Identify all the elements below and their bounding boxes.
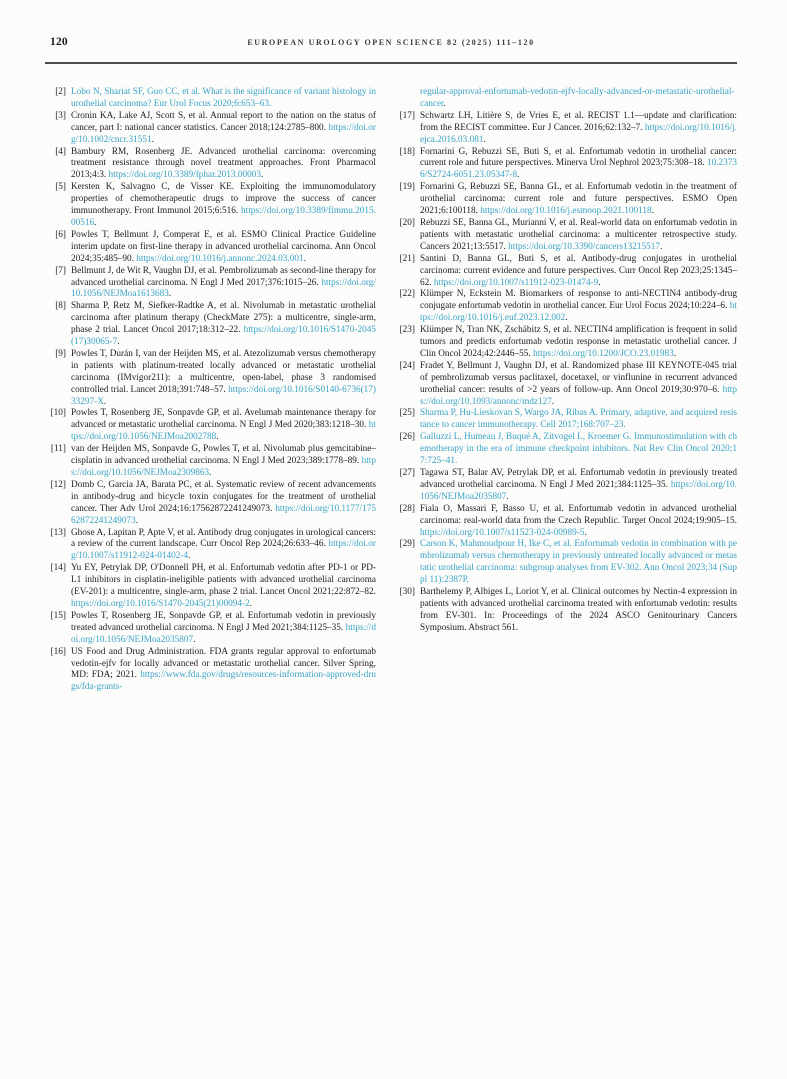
citation-text: Tagawa ST, Balar AV, Petrylak DP, et al. Enfortumab vedotin in previously treated advanced urothelial carcinoma. N Engl J Med 2021;384:1125–35. bbox=[420, 468, 737, 490]
doi-link[interactable]: https://doi.org/10.1016/j.annonc.2024.03.001 bbox=[136, 253, 304, 264]
reference-number: [20] bbox=[399, 217, 415, 228]
citation-text: Sharma P, Retz M, Siefker-Radtke A, et al. Nivolumab in metastatic urothelial carcinoma after platinum therapy (CheckMate 275): a multicentre, single-arm, phase 2 trial. Lancet Oncol 2017;18:312–22. bbox=[71, 301, 376, 336]
reference-item bbox=[45, 444, 376, 480]
citation-text: . bbox=[249, 598, 252, 609]
citation-text: Ghose A, Lapitan P, Apte V, et al. Antibody drug conjugates in urological cancers: a review of the current landscape. Curr Oncol Rep 2024;26:633–46. bbox=[71, 527, 376, 550]
doi-link[interactable]: https://doi.org/10.1016/j.esmoop.2021.100118 bbox=[480, 206, 652, 217]
reference-text bbox=[71, 528, 376, 564]
citation-text: . bbox=[660, 241, 663, 252]
reference-number: [22] bbox=[399, 289, 415, 300]
page-number: 120 bbox=[50, 36, 68, 48]
reference-number: [2] bbox=[55, 87, 66, 97]
doi-link[interactable]: https://doi.org/10.1200/JCO.23.01983 bbox=[533, 348, 674, 359]
reference-number: [5] bbox=[55, 182, 66, 193]
reference-text bbox=[420, 111, 737, 147]
citation-text: Klümper N, Eckstein M. Biomarkers of response to anti-NECTIN4 antibody-drug conjugate enfortumab vedotin in urothelial cancer. Eur Urol Focus 2024;10:224–6. bbox=[420, 289, 737, 312]
references-left-column bbox=[45, 87, 376, 694]
citation-text: Powles T, Rosenberg JE, Sonpavde GP, et al. Enfortumab vedotin in previously treated advanced urothelial carcinoma. N Engl J Med 2021;384:1125–35. bbox=[71, 610, 376, 633]
reference-number: [6] bbox=[55, 229, 66, 240]
citation-text: Powles T, Rosenberg JE, Sonpavde GP, et al. Avelumab maintenance therapy for advanced or metastatic urothelial carcinoma. N Engl J Med 2020;383:1218–30. bbox=[71, 408, 376, 431]
reference-number: [17] bbox=[399, 110, 415, 121]
citation-text: . bbox=[103, 396, 107, 407]
reference-item bbox=[394, 289, 737, 325]
reference-number: [25] bbox=[399, 408, 415, 419]
doi-link[interactable]: Galluzzi L, Humeau J, Buqué A, Zitvogel L, Kroemer G. Immunostimulation with chemotherapy in the era of immune checkpoint inhibitors. Nat Rev Clin Oncol 2020;17:725–41. bbox=[420, 432, 737, 467]
doi-link[interactable]: https://doi.org/10.3389/fphar.2013.00003 bbox=[108, 170, 261, 181]
doi-link[interactable]: https://doi.org/10.1002/cncr.31551 bbox=[71, 122, 376, 145]
reference-text bbox=[71, 480, 376, 528]
reference-number: [28] bbox=[399, 503, 415, 514]
reference-item bbox=[45, 611, 376, 647]
header-rule bbox=[45, 62, 737, 64]
reference-item bbox=[394, 587, 737, 635]
doi-link[interactable]: https://doi.org/10.1016/j.euf.2023.12.002 bbox=[420, 301, 737, 324]
citation-text: . bbox=[565, 313, 568, 324]
page-header bbox=[45, 34, 737, 52]
reference-item bbox=[45, 301, 376, 349]
citation-text: . bbox=[517, 170, 520, 181]
reference-number: [13] bbox=[50, 527, 66, 538]
reference-item bbox=[394, 182, 737, 218]
citation-text: Santini D, Banna GL, Buti S, et al. Antibody-drug conjugates in urothelial carcinoma: current evidence and future perspectives. Curr Oncol Rep 2023;25:1345–62. bbox=[420, 253, 737, 288]
citation-text: . bbox=[443, 98, 446, 109]
citation-text: Barthelemy P, Albiges L, Loriot Y, et al. Clinical outcomes by Nectin-4 expression in patients with advanced urothelial carcinoma treated with enfortumab vedotin: results from EV-301. In: Proceedings of the 2024 ASCO Genitourinary Cancers Symposium. Abstract 561. bbox=[420, 587, 737, 633]
reference-text bbox=[420, 289, 737, 325]
reference-text bbox=[420, 504, 737, 540]
citation-text: Kersten K, Salvagno C, de Visser KE. Exploiting the immunomodulatory properties of chemotherapeutic drugs to improve the success of cancer immunotherapy. Front Immunol 2015;6:516. bbox=[71, 182, 376, 217]
reference-number: [27] bbox=[399, 468, 415, 478]
reference-text bbox=[420, 87, 737, 111]
reference-text bbox=[420, 539, 737, 587]
reference-item bbox=[45, 111, 376, 147]
reference-text bbox=[420, 468, 737, 504]
citation-text: Powles T, Bellmunt J, Comperat E, et al. ESMO Clinical Practice Guideline interim update on first-line therapy in advanced urothelial carcinoma. Ann Oncol 2024;35:485–90. bbox=[71, 229, 376, 264]
reference-item bbox=[45, 230, 376, 266]
citation-text: Domb C, Garcia JA, Barata PC, et al. Systematic review of recent advancements in antibody-drug and bicycle toxin conjugates for the treatment of urothelial cancer. Ther Adv Urol 2024;16:17562872241249073. bbox=[71, 479, 376, 514]
citation-text: Rebuzzi SE, Banna GL, Murianni V, et al. Real-world data on enfortumab vedotin in patients with metastatic urothelial carcinoma: a multicenter retrospective study. Cancers 2021;13:5517. bbox=[420, 217, 737, 252]
citation-text: . bbox=[209, 468, 212, 478]
reference-item bbox=[45, 647, 376, 695]
citation-text: . bbox=[193, 634, 196, 645]
citation-text: . bbox=[584, 527, 587, 538]
doi-link[interactable]: https://www.fda.gov/drugs/resources-information-approved-drugs/fda-grants- bbox=[71, 670, 376, 693]
doi-link[interactable]: https://doi.org/10.1016/S1470-2045(17)30065-7 bbox=[71, 325, 376, 348]
citation-text: Fornarini G, Rebuzzi SE, Buti S, et al. Enfortumab vedotin in urothelial cancer: current role and future perspectives. Minerva Urol Nephrol 2023;75:308–18. bbox=[420, 146, 737, 169]
reference-number: [29] bbox=[399, 539, 415, 550]
citation-text: Cronin KA, Lake AJ, Scott S, et al. Annual report to the nation on the status of cancer, part I: national cancer statistics. Cancer 2018;124:2785–800. bbox=[71, 110, 376, 133]
citation-text: van der Heijden MS, Sonpavde G, Powles T, et al. Nivolumab plus gemcitabine–cisplatin in advanced urothelial carcinoma. N Engl J Med 2023;389:1778–89. bbox=[71, 444, 376, 467]
reference-item bbox=[45, 480, 376, 528]
reference-text bbox=[71, 87, 376, 111]
citation-text: . bbox=[168, 289, 172, 300]
citation-text: . bbox=[483, 134, 486, 145]
reference-item bbox=[45, 528, 376, 564]
reference-list bbox=[45, 87, 737, 694]
reference-item bbox=[45, 147, 376, 183]
doi-link[interactable]: https://doi.org/10.1056/NEJMoa2309863 bbox=[71, 456, 376, 478]
reference-number: [8] bbox=[55, 301, 66, 312]
doi-link[interactable]: https://doi.org/10.1016/j.ejca.2016.03.081 bbox=[420, 122, 737, 145]
reference-number: [24] bbox=[399, 360, 415, 371]
reference-text bbox=[71, 647, 376, 695]
reference-text bbox=[71, 563, 376, 611]
reference-item bbox=[394, 468, 737, 504]
reference-item bbox=[394, 254, 737, 290]
reference-text bbox=[71, 266, 376, 302]
doi-link[interactable]: https://doi.org/10.1056/NEJMoa2035807 bbox=[420, 479, 737, 502]
reference-number: [4] bbox=[55, 146, 66, 157]
reference-text bbox=[420, 218, 737, 254]
citation-text: . bbox=[303, 253, 306, 264]
reference-text bbox=[71, 182, 376, 230]
reference-item bbox=[394, 111, 737, 147]
reference-item bbox=[45, 563, 376, 611]
reference-item bbox=[394, 432, 737, 468]
reference-number: [14] bbox=[50, 563, 66, 574]
citation-text: Yu EY, Petrylak DP, O'Donnell PH, et al. Enfortumab vedotin after PD-1 or PD-L1 inhibitors in cisplatin-ineligible patients with advanced urothelial carcinoma (EV-201): a multicentre, single-arm, phase 2 trial. Lancet Oncol 2021;22:872–82. bbox=[71, 563, 376, 598]
citation-text: . bbox=[506, 491, 509, 502]
reference-number: [3] bbox=[55, 110, 66, 121]
reference-text bbox=[71, 111, 376, 147]
reference-number: [9] bbox=[55, 348, 66, 359]
reference-text bbox=[420, 147, 737, 183]
reference-text bbox=[71, 147, 376, 183]
reference-item bbox=[394, 361, 737, 409]
reference-text bbox=[420, 432, 737, 468]
doi-link[interactable]: https://doi.org/10.1007/s11523-024-00989-5 bbox=[420, 527, 585, 538]
doi-link[interactable]: https://doi.org/10.3390/cancers13215517 bbox=[508, 241, 661, 252]
reference-number: [7] bbox=[55, 265, 66, 276]
reference-text bbox=[420, 361, 737, 409]
citation-text: . bbox=[651, 206, 654, 217]
citation-text: Bambury RM, Rosenberg JE. Advanced urothelial carcinoma: overcoming treatment resistance through novel treatment approaches. Front Pharmacol 2013;4:3. bbox=[71, 146, 376, 181]
citation-text: . bbox=[94, 217, 97, 228]
reference-text bbox=[71, 230, 376, 266]
doi-link[interactable]: https://doi.org/10.1016/S0140-6736(17)33297-X bbox=[71, 384, 376, 407]
doi-link[interactable]: 10.23736/S2724-6051.23.05347-8 bbox=[420, 158, 737, 181]
doi-link[interactable]: https://doi.org/10.3389/fimmu.2015.00516 bbox=[71, 206, 376, 228]
citation-text: . bbox=[151, 134, 154, 145]
citation-text: US Food and Drug Administration. FDA grants regular approval to enfortumab vedotin-ejfv for locally advanced or metastatic urothelial cancer. Silver Spring, MD: FDA; 2021. bbox=[71, 646, 376, 681]
reference-item bbox=[394, 325, 737, 361]
citation-text: Powles T, Durán I, van der Heijden MS, et al. Atezolizumab versus chemotherapy in patients with platinum-treated locally advanced or metastatic urothelial carcinoma (IMvigor211): a multicentre, open-label, phase 3 randomised controlled trial. Lancet 2018;391:748–57. bbox=[71, 348, 376, 395]
reference-text bbox=[420, 587, 737, 635]
reference-number: [30] bbox=[399, 587, 415, 598]
reference-number: [10] bbox=[50, 408, 66, 419]
doi-link[interactable]: https://doi.org/10.1016/S1470-2045(21)00094-2 bbox=[71, 598, 250, 609]
reference-text bbox=[420, 408, 737, 432]
reference-text bbox=[71, 349, 376, 409]
reference-item bbox=[45, 266, 376, 302]
citation-text: Bellmunt J, de Wit R, Vaughn DJ, et al. Pembrolizumab as second-line therapy for advanced urothelial carcinoma. N Engl J Med 2017;376:1015–26. bbox=[71, 265, 376, 288]
reference-number: [12] bbox=[50, 479, 66, 490]
citation-text: . bbox=[673, 348, 677, 359]
reference-number: [21] bbox=[399, 253, 415, 264]
reference-text bbox=[71, 301, 376, 349]
citation-text: . bbox=[188, 551, 191, 562]
citation-text: Fradet Y, Bellmunt J, Vaughn DJ, et al. Randomized phase III KEYNOTE-045 trial of pembrolizumab versus paclitaxel, docetaxel, or vinflunine in recurrent advanced urothelial cancer: results of >2 years of follow-up. Ann Oncol 2019;30:970–6. bbox=[420, 360, 737, 395]
reference-text bbox=[71, 408, 376, 444]
citation-text: Fornarini G, Rebuzzi SE, Banna GL, et al. Enfortumab vedotin in the treatment of urothelial carcinoma: current role and future perspectives. ESMO Open 2021;6:100118. bbox=[420, 182, 737, 217]
reference-text bbox=[420, 325, 737, 361]
reference-item bbox=[394, 539, 737, 587]
reference-number: [16] bbox=[50, 646, 66, 657]
reference-number bbox=[394, 87, 420, 111]
reference-text bbox=[420, 182, 737, 218]
reference-text bbox=[71, 444, 376, 480]
doi-link[interactable]: regular-approval-enfortumab-vedotin-ejfv-locally-advanced-or-metastatic-urothelial-cancer bbox=[420, 87, 735, 109]
journal-header-title: EUROPEAN UROLOGY OPEN SCIENCE 82 (2025) 111–120 bbox=[247, 38, 535, 47]
reference-number: [19] bbox=[399, 182, 415, 193]
reference-number: [26] bbox=[399, 432, 415, 443]
citation-text: Klümper N, Tran NK, Zschäbitz S, et al. NECTIN4 amplification is frequent in solid tumors and predicts enfortumab vedotin response in metastatic urothelial cancer. J Clin Oncol 2024;42:2446–55. bbox=[420, 325, 737, 359]
reference-number: [11] bbox=[50, 444, 66, 455]
reference-item bbox=[394, 147, 737, 183]
reference-item bbox=[394, 218, 737, 254]
citation-text: . bbox=[260, 170, 264, 181]
reference-number: [23] bbox=[399, 325, 415, 336]
doi-link[interactable]: https://doi.org/10.1056/NEJMoa2002788 bbox=[71, 420, 376, 443]
doi-link[interactable]: https://doi.org/10.1056/NEJMoa2035807 bbox=[71, 622, 376, 645]
reference-item bbox=[45, 87, 376, 111]
reference-text bbox=[420, 254, 737, 290]
reference-number: [15] bbox=[50, 610, 66, 621]
reference-number: [18] bbox=[399, 146, 415, 157]
reference-item bbox=[45, 349, 376, 409]
doi-link[interactable]: Lobo N, Shariat SF, Guo CC, et al. What is the significance of variant histology in urothelial carcinoma? Eur Urol Focus 2020;6:653–63. bbox=[71, 87, 376, 109]
doi-link[interactable]: https://doi.org/10.1177/17562872241249073 bbox=[71, 503, 376, 526]
doi-link[interactable]: https://doi.org/10.1056/NEJMoa1613683 bbox=[71, 277, 376, 300]
reference-item bbox=[394, 408, 737, 432]
citation-text: . bbox=[135, 515, 139, 526]
doi-link[interactable]: https://doi.org/10.1093/annonc/mdz127 bbox=[420, 384, 737, 407]
doi-link[interactable]: Sharma P, Hu-Lieskovan S, Wargo JA, Ribas A. Primary, adaptive, and acquired resistance to cancer immunotherapy. Cell 2017;168:707–23. bbox=[420, 408, 737, 431]
citation-text: Fiala O, Massari F, Basso U, et al. Enfortumab vedotin in advanced urothelial carcinoma: real-world data from the Czech Republic. Target Oncol 2024;19:905–15. bbox=[420, 503, 737, 526]
doi-link[interactable]: Carson K, Mahmoudpour H, Ike C, et al. Enfortumab vedotin in combination with pembrolizumab versus chemotherapy in previously untreated locally advanced or metastatic urothelial carcinoma: subgroup analyses from EV-302. Ann Oncol 2023;34 (Suppl 11):2387P. bbox=[420, 539, 737, 586]
citation-text: . bbox=[216, 432, 219, 443]
reference-item bbox=[394, 504, 737, 540]
reference-text bbox=[71, 611, 376, 647]
citation-text: Schwartz LH, Litière S, de Vries E, et al. RECIST 1.1—update and clarification: from the RECIST committee. Eur J Cancer. 2016;62:132–7. bbox=[420, 110, 737, 133]
doi-link[interactable]: https://doi.org/10.1007/s11912-023-01474-9 bbox=[433, 277, 599, 288]
reference-continuation bbox=[394, 87, 737, 111]
citation-text: . bbox=[598, 277, 601, 288]
references-right-column bbox=[394, 87, 737, 694]
reference-item bbox=[45, 182, 376, 230]
doi-link[interactable]: https://doi.org/10.1007/s11912-024-01402-4 bbox=[71, 539, 376, 562]
citation-text: . bbox=[117, 337, 120, 348]
citation-text: . bbox=[551, 396, 555, 407]
reference-item bbox=[45, 408, 376, 444]
